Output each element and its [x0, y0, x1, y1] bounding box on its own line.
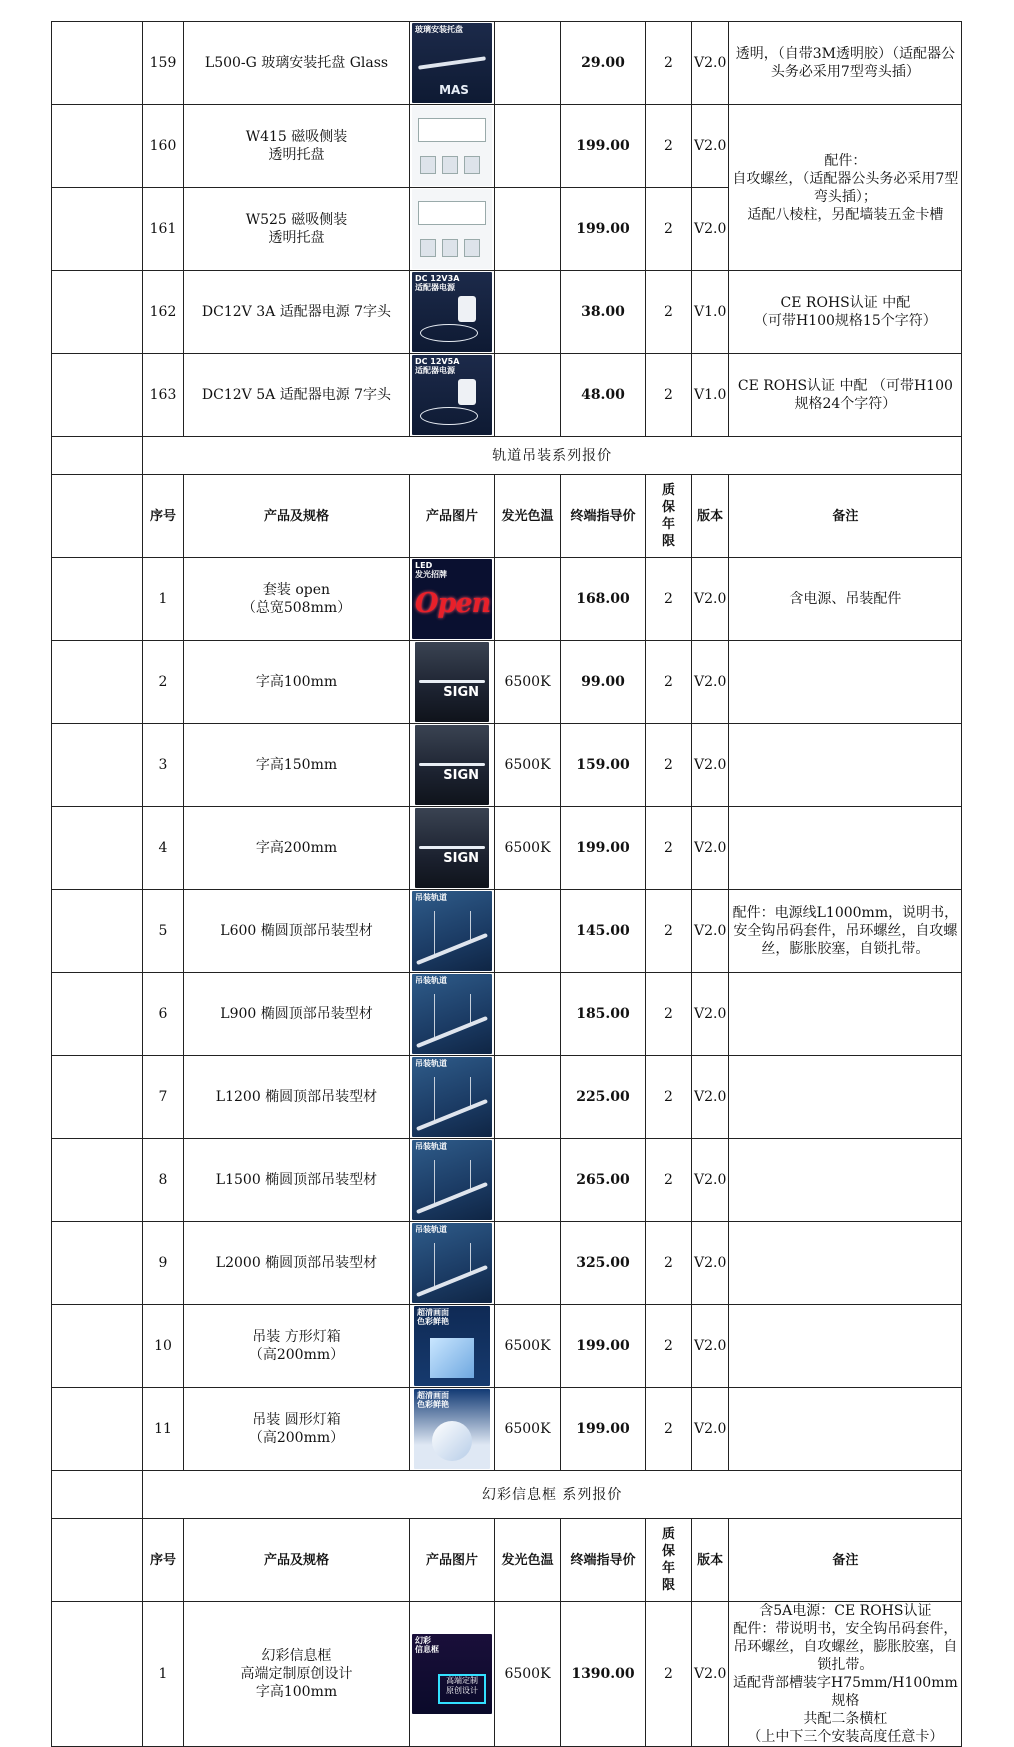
warranty-years: 2 [646, 1305, 692, 1388]
image-caption: 超清画面 色彩鲜艳 [417, 1391, 449, 1409]
product-name [184, 354, 410, 437]
guide-price: 199.00 [561, 188, 646, 271]
product-name [184, 271, 410, 354]
product-name-line: 字高100mm [255, 674, 338, 690]
image-caption: 吊装轨道 [415, 1142, 447, 1151]
guide-price: 29.00 [561, 22, 646, 105]
product-image [412, 974, 492, 1054]
product-name-line: L900 椭圆顶部吊装型材 [220, 1006, 373, 1022]
remarks [729, 807, 962, 890]
product-name-line: 透明托盘 [268, 230, 325, 246]
product-image [415, 642, 489, 722]
version: V2.0 [692, 641, 729, 724]
section-title: 幻彩信息框 系列报价 [143, 1471, 962, 1519]
row-number: 160 [143, 105, 184, 188]
image-overlay-text: SIGN [443, 851, 479, 866]
product-name [184, 105, 410, 188]
warranty-years: 2 [646, 271, 692, 354]
product-image [415, 725, 489, 805]
guide-price: 38.00 [561, 271, 646, 354]
remarks [729, 1305, 962, 1388]
version: V1.0 [692, 354, 729, 437]
remarks [729, 1222, 962, 1305]
row-number: 5 [143, 890, 184, 973]
table-row [52, 807, 962, 890]
version: V2.0 [692, 724, 729, 807]
row-number: 6 [143, 973, 184, 1056]
image-caption: 吊装轨道 [415, 1059, 447, 1068]
version: V2.0 [692, 807, 729, 890]
color-temperature [495, 354, 561, 437]
product-name-line: 字高100mm [255, 1684, 338, 1700]
blank-cell [52, 973, 143, 1056]
product-image [412, 1223, 492, 1303]
blank-cell [52, 188, 143, 271]
product-name [184, 1305, 410, 1388]
guide-price: 99.00 [561, 641, 646, 724]
warranty-years: 2 [646, 188, 692, 271]
product-name-line: DC12V 3A 适配器电源 7字头 [201, 304, 392, 320]
warranty-years: 2 [646, 1602, 692, 1747]
blank-cell [52, 1388, 143, 1471]
product-name [184, 22, 410, 105]
guide-price: 199.00 [561, 1388, 646, 1471]
image-caption: 吊装轨道 [415, 1225, 447, 1234]
product-name [184, 973, 410, 1056]
column-header: 质保年限 [646, 1519, 692, 1602]
product-image [412, 189, 492, 269]
product-image [414, 1306, 490, 1386]
blank-cell [52, 1056, 143, 1139]
remarks [729, 724, 962, 807]
product-image-cell [410, 890, 495, 973]
product-image-cell [410, 1602, 495, 1747]
column-header: 版本 [692, 1519, 729, 1602]
product-image [412, 1057, 492, 1137]
column-header: 产品图片 [410, 1519, 495, 1602]
product-name [184, 724, 410, 807]
product-image [412, 559, 492, 639]
color-temperature: 6500K [495, 1602, 561, 1747]
product-name [184, 1602, 410, 1747]
price-sheet [51, 21, 962, 1747]
table-row [52, 105, 962, 188]
version: V2.0 [692, 890, 729, 973]
blank-cell [52, 807, 143, 890]
color-temperature [495, 1139, 561, 1222]
version: V2.0 [692, 1139, 729, 1222]
row-number: 11 [143, 1388, 184, 1471]
product-name-line: W415 磁吸侧装 [245, 129, 348, 145]
image-overlay-text: Open [415, 588, 491, 619]
warranty-years: 2 [646, 22, 692, 105]
section-title: 轨道吊装系列报价 [143, 437, 962, 475]
product-name-line: 套装 open [262, 582, 331, 598]
blank-cell [52, 437, 143, 475]
product-name [184, 641, 410, 724]
product-image [412, 1140, 492, 1220]
row-number: 9 [143, 1222, 184, 1305]
product-name-line: 透明托盘 [268, 147, 325, 163]
guide-price: 199.00 [561, 807, 646, 890]
product-image-cell [410, 807, 495, 890]
blank-cell [52, 354, 143, 437]
product-image [412, 891, 492, 971]
product-name-line: 字高200mm [255, 840, 338, 856]
guide-price: 325.00 [561, 1222, 646, 1305]
product-name-line: 吊装 方形灯箱 [252, 1329, 341, 1345]
product-name-line: （高200mm） [248, 1347, 345, 1363]
product-name-line: L1200 椭圆顶部吊装型材 [215, 1089, 378, 1105]
warranty-years: 2 [646, 973, 692, 1056]
image-overlay-text: SIGN [443, 768, 479, 783]
color-temperature [495, 1222, 561, 1305]
version: V1.0 [692, 271, 729, 354]
product-name-line: L500-G 玻璃安装托盘 Glass [204, 55, 389, 71]
product-name-line: （总宽508mm） [241, 600, 352, 616]
product-name [184, 1388, 410, 1471]
column-header-row [52, 1519, 962, 1602]
color-temperature [495, 271, 561, 354]
table-row [52, 641, 962, 724]
remarks [729, 641, 962, 724]
version: V2.0 [692, 1222, 729, 1305]
guide-price: 1390.00 [561, 1602, 646, 1747]
column-header: 发光色温 [495, 1519, 561, 1602]
version: V2.0 [692, 22, 729, 105]
remarks [729, 1388, 962, 1471]
product-name-line: DC12V 5A 适配器电源 7字头 [201, 387, 392, 403]
color-temperature: 6500K [495, 807, 561, 890]
warranty-years: 2 [646, 1056, 692, 1139]
warranty-years: 2 [646, 1222, 692, 1305]
product-image [412, 1634, 492, 1714]
image-caption: LED 发光招牌 [415, 561, 447, 579]
remarks: 透明，（自带3M透明胶）（适配器公头务必采用7型弯头插） [729, 22, 962, 105]
row-number: 4 [143, 807, 184, 890]
column-header: 终端指导价 [561, 1519, 646, 1602]
product-image-cell [410, 641, 495, 724]
blank-cell [52, 641, 143, 724]
image-caption: 幻彩 信息框 [415, 1636, 439, 1654]
column-header: 产品及规格 [184, 475, 410, 558]
remarks: 配件：电源线L1000mm，说明书，安全钩吊码套件，吊环螺丝，自攻螺丝，膨胀胶塞，自锁扎带。 [729, 890, 962, 973]
product-name [184, 807, 410, 890]
warranty-years: 2 [646, 1139, 692, 1222]
row-number: 159 [143, 22, 184, 105]
column-header: 产品图片 [410, 475, 495, 558]
version: V2.0 [692, 1305, 729, 1388]
blank-cell [52, 1305, 143, 1388]
blank-cell [52, 724, 143, 807]
table-row [52, 1222, 962, 1305]
remarks: CE ROHS认证 中配 （可带H100规格15个字符） [729, 271, 962, 354]
product-image-cell [410, 558, 495, 641]
table-row [52, 973, 962, 1056]
row-number: 162 [143, 271, 184, 354]
row-number: 10 [143, 1305, 184, 1388]
blank-cell [52, 1519, 143, 1602]
product-name [184, 1139, 410, 1222]
remarks: 含5A电源：CE ROHS认证 配件：带说明书，安全钩吊码套件，吊环螺丝，自攻螺丝，膨胀胶塞，自锁扎带。 适配背部槽装字H75mm/H100mm规格 共配二条横杠 （上中下三个安装高度任意卡） [729, 1602, 962, 1747]
color-temperature [495, 188, 561, 271]
warranty-years: 2 [646, 354, 692, 437]
remarks [729, 973, 962, 1056]
product-name [184, 890, 410, 973]
column-header: 序号 [143, 1519, 184, 1602]
warranty-years: 2 [646, 558, 692, 641]
row-number: 2 [143, 641, 184, 724]
guide-price: 185.00 [561, 973, 646, 1056]
product-image [412, 106, 492, 186]
column-header: 备注 [729, 475, 962, 558]
remarks: 配件： 自攻螺丝，（适配器公头务必采用7型弯头插）； 适配八棱柱，另配墙装五金卡槽 [729, 105, 962, 271]
guide-price: 199.00 [561, 105, 646, 188]
section-banner-row [52, 437, 962, 475]
column-header: 发光色温 [495, 475, 561, 558]
row-number: 7 [143, 1056, 184, 1139]
warranty-years: 2 [646, 724, 692, 807]
product-name [184, 558, 410, 641]
product-name-line: （高200mm） [248, 1430, 345, 1446]
image-caption: 吊装轨道 [415, 976, 447, 985]
product-image-cell [410, 1139, 495, 1222]
remarks [729, 1056, 962, 1139]
row-number: 161 [143, 188, 184, 271]
image-caption: DC 12V5A 适配器电源 [415, 357, 460, 375]
section-banner-row [52, 1471, 962, 1519]
guide-price: 48.00 [561, 354, 646, 437]
color-temperature [495, 890, 561, 973]
guide-price: 145.00 [561, 890, 646, 973]
image-caption: DC 12V3A 适配器电源 [415, 274, 460, 292]
table-row [52, 724, 962, 807]
warranty-years: 2 [646, 1388, 692, 1471]
color-temperature: 6500K [495, 1388, 561, 1471]
version: V2.0 [692, 1388, 729, 1471]
row-number: 8 [143, 1139, 184, 1222]
guide-price: 159.00 [561, 724, 646, 807]
row-number: 3 [143, 724, 184, 807]
blank-cell [52, 1602, 143, 1747]
product-name [184, 1056, 410, 1139]
version: V2.0 [692, 1056, 729, 1139]
image-caption: 吊装轨道 [415, 893, 447, 902]
blank-cell [52, 22, 143, 105]
product-image-cell [410, 724, 495, 807]
product-image-cell [410, 354, 495, 437]
color-temperature: 6500K [495, 724, 561, 807]
product-name-line: 幻彩信息框 [261, 1648, 332, 1664]
table-row [52, 1388, 962, 1471]
product-name-line: 高端定制原创设计 [240, 1666, 353, 1682]
product-image [412, 355, 492, 435]
blank-cell [52, 890, 143, 973]
warranty-years: 2 [646, 890, 692, 973]
product-image-cell [410, 1222, 495, 1305]
image-caption: 超清画面 色彩鲜艳 [417, 1308, 449, 1326]
product-name-line: L1500 椭圆顶部吊装型材 [215, 1172, 378, 1188]
blank-cell [52, 271, 143, 354]
blank-cell [52, 1222, 143, 1305]
table-row [52, 1056, 962, 1139]
warranty-years: 2 [646, 641, 692, 724]
product-image-cell [410, 1388, 495, 1471]
guide-price: 265.00 [561, 1139, 646, 1222]
image-overlay-text: 高端定制 原创设计 [438, 1674, 486, 1704]
product-image-cell [410, 22, 495, 105]
column-header: 产品及规格 [184, 1519, 410, 1602]
image-overlay-text: MAS [439, 83, 469, 97]
product-image [412, 272, 492, 352]
table-row [52, 558, 962, 641]
blank-cell [52, 1139, 143, 1222]
table-row [52, 1305, 962, 1388]
guide-price: 225.00 [561, 1056, 646, 1139]
table-row [52, 890, 962, 973]
product-name [184, 188, 410, 271]
version: V2.0 [692, 105, 729, 188]
color-temperature [495, 558, 561, 641]
row-number: 1 [143, 1602, 184, 1747]
table-row [52, 1139, 962, 1222]
color-temperature: 6500K [495, 641, 561, 724]
blank-cell [52, 475, 143, 558]
product-image-cell [410, 188, 495, 271]
column-header-row [52, 475, 962, 558]
product-image [415, 808, 489, 888]
warranty-years: 2 [646, 105, 692, 188]
product-name-line: 字高150mm [255, 757, 338, 773]
version: V2.0 [692, 973, 729, 1056]
version: V2.0 [692, 1602, 729, 1747]
table-row [52, 354, 962, 437]
remarks: 含电源、吊装配件 [729, 558, 962, 641]
color-temperature [495, 973, 561, 1056]
row-number: 163 [143, 354, 184, 437]
column-header: 备注 [729, 1519, 962, 1602]
product-image-cell [410, 1305, 495, 1388]
remarks [729, 1139, 962, 1222]
product-image-cell [410, 973, 495, 1056]
column-header: 序号 [143, 475, 184, 558]
color-temperature [495, 105, 561, 188]
warranty-years: 2 [646, 807, 692, 890]
guide-price: 199.00 [561, 1305, 646, 1388]
blank-cell [52, 1471, 143, 1519]
product-name [184, 1222, 410, 1305]
blank-cell [52, 558, 143, 641]
color-temperature: 6500K [495, 1305, 561, 1388]
product-name-line: 吊装 圆形灯箱 [252, 1412, 341, 1428]
product-name-line: L2000 椭圆顶部吊装型材 [215, 1255, 378, 1271]
product-image-cell [410, 271, 495, 354]
product-image [412, 23, 492, 103]
product-image-cell [410, 105, 495, 188]
blank-cell [52, 105, 143, 188]
table-row [52, 22, 962, 105]
product-name-line: L600 椭圆顶部吊装型材 [220, 923, 373, 939]
version: V2.0 [692, 188, 729, 271]
product-image [414, 1389, 490, 1469]
guide-price: 168.00 [561, 558, 646, 641]
column-header: 终端指导价 [561, 475, 646, 558]
product-name-line: W525 磁吸侧装 [245, 212, 348, 228]
table-row [52, 271, 962, 354]
color-temperature [495, 22, 561, 105]
row-number: 1 [143, 558, 184, 641]
column-header: 质保年限 [646, 475, 692, 558]
remarks: CE ROHS认证 中配 （可带H100规格24个字符） [729, 354, 962, 437]
image-caption: 玻璃安装托盘 [415, 25, 463, 34]
product-image-cell [410, 1056, 495, 1139]
table-row [52, 1602, 962, 1747]
image-overlay-text: SIGN [443, 685, 479, 700]
color-temperature [495, 1056, 561, 1139]
version: V2.0 [692, 558, 729, 641]
column-header: 版本 [692, 475, 729, 558]
